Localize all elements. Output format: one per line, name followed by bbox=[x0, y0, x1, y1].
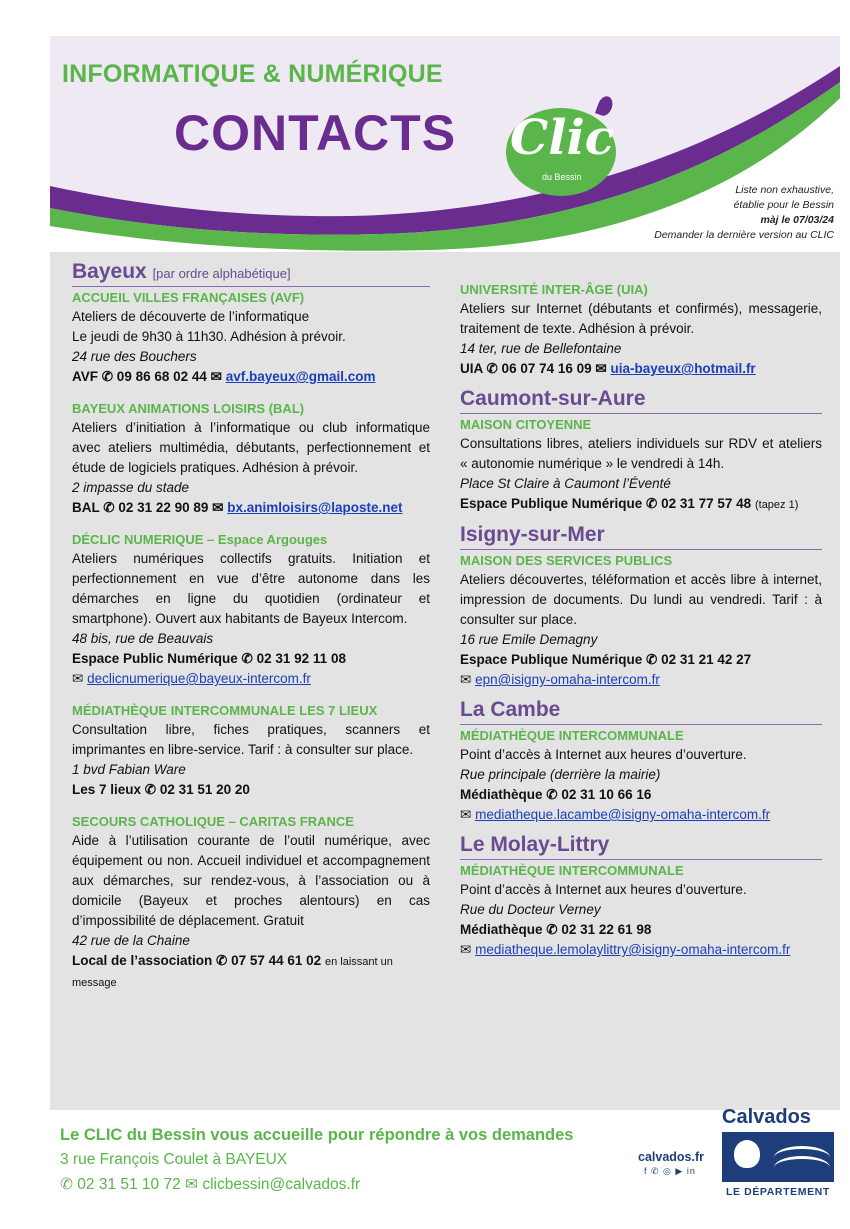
entry-phone bbox=[72, 951, 430, 993]
town-note: [par ordre alphabétique] bbox=[152, 266, 291, 281]
entry-description: Ateliers de découverte de l’informatique bbox=[72, 309, 310, 324]
email-link[interactable]: uia-bayeux@hotmail.fr bbox=[610, 361, 756, 376]
entry-molay bbox=[460, 863, 822, 960]
header-banner bbox=[50, 36, 840, 266]
town-name: Bayeux bbox=[72, 260, 147, 283]
email-link[interactable]: declicnumerique@bayeux-intercom.fr bbox=[87, 671, 311, 686]
org-name: MAISON CITOYENNE bbox=[460, 417, 592, 432]
update-date: màj le 07/03/24 bbox=[760, 214, 834, 226]
org-name: BAYEUX ANIMATIONS LOISIRS (BAL) bbox=[72, 401, 305, 416]
entry-description: Ateliers découvertes, téléformation et accès libre à internet, impression de documents. Du lundi au vendredi. Tarif : à consulter sur place. bbox=[460, 572, 822, 627]
entry-address: 16 rue Emile Demagny bbox=[460, 632, 598, 647]
email-link[interactable]: mediatheque.lacambe@isigny-omaha-intercom.fr bbox=[475, 807, 771, 822]
entry-cambe bbox=[460, 728, 822, 825]
town-heading-caumont: Caumont-sur-Aure bbox=[460, 387, 822, 414]
mail-icon: ✉ bbox=[460, 942, 472, 957]
entry-caumont bbox=[460, 417, 822, 515]
entry-email bbox=[460, 940, 822, 960]
entry-description: Point d’accès à Internet aux heures d’ouverture. bbox=[460, 882, 747, 897]
wave-icon bbox=[774, 1156, 830, 1179]
org-name: DÉCLIC NUMERIQUE – Espace Argouges bbox=[72, 532, 328, 547]
list-note bbox=[654, 183, 834, 243]
apple-icon bbox=[734, 1140, 760, 1168]
mail-icon: ✉ bbox=[595, 361, 607, 376]
logo-subtext: du Bessin bbox=[542, 172, 582, 182]
org-name: MÉDIATHÈQUE INTERCOMMUNALE bbox=[460, 728, 684, 743]
topic-heading: INFORMATIQUE & NUMÉRIQUE bbox=[62, 60, 443, 88]
calvados-logo bbox=[722, 1132, 834, 1182]
note-line: établie pour le Bessin bbox=[733, 199, 834, 211]
footer-address: 3 rue François Coulet à BAYEUX bbox=[60, 1151, 288, 1168]
mail-icon: ✉ bbox=[460, 672, 472, 687]
entry-address: 42 rue de la Chaine bbox=[72, 933, 190, 948]
mail-icon: ✉ bbox=[212, 500, 224, 515]
org-name: MAISON DES SERVICES PUBLICS bbox=[460, 553, 673, 568]
entry-description: Ateliers sur Internet (débutants et confirmés), messagerie, traitement de texte. Adhésion à prévoir. bbox=[460, 301, 822, 336]
org-name: UNIVERSITÉ INTER-ÂGE (UIA) bbox=[460, 282, 648, 297]
org-name: MÉDIATHÈQUE INTERCOMMUNALE bbox=[460, 863, 684, 878]
entry-description: Point d’accès à Internet aux heures d’ouverture. bbox=[460, 747, 747, 762]
email-link[interactable]: mediatheque.lemolaylittry@isigny-omaha-intercom.fr bbox=[475, 942, 791, 957]
entry-address: 2 impasse du stade bbox=[72, 480, 190, 495]
org-name: MÉDIATHÈQUE INTERCOMMUNALE LES 7 LIEUX bbox=[72, 703, 378, 718]
entry-description: Ateliers numériques collectifs gratuits. Initiation et perfectionnement en vue d’être autonome dans les démarches en ligne du quotidien (ordinateur et smartphone). Ouvert aux habitants de Bayeux Intercom. bbox=[72, 551, 430, 626]
entry-address: Place St Claire à Caumont l’Éventé bbox=[460, 476, 671, 491]
note-line: Liste non exhaustive, bbox=[735, 184, 834, 196]
phone-text: Espace Publique Numérique ✆ 02 31 77 57 48 bbox=[460, 496, 752, 511]
entry-phone: Les 7 lieux ✆ 02 31 51 20 20 bbox=[72, 782, 250, 797]
email-link[interactable]: epn@isigny-omaha-intercom.fr bbox=[475, 672, 660, 687]
entry-phone bbox=[460, 359, 822, 379]
phone-note: en laissant un message bbox=[72, 956, 393, 989]
flyer-page bbox=[50, 36, 840, 1196]
phone-text: AVF ✆ 09 86 68 02 44 bbox=[72, 369, 207, 384]
clic-logo bbox=[506, 102, 618, 198]
entry-isigny bbox=[460, 553, 822, 690]
email-link[interactable]: bx.animloisirs@laposte.net bbox=[227, 500, 403, 515]
entry-phone: Médiathèque ✆ 02 31 22 61 98 bbox=[460, 922, 652, 937]
calvados-site-link[interactable]: calvados.fr bbox=[638, 1150, 705, 1164]
left-column bbox=[72, 260, 430, 993]
entry-email bbox=[72, 669, 430, 689]
calvados-logo-dept: LE DÉPARTEMENT bbox=[726, 1186, 830, 1198]
calvados-logo-name: Calvados bbox=[722, 1106, 811, 1128]
entry-phone bbox=[72, 498, 430, 518]
email-link[interactable]: avf.bayeux@gmail.com bbox=[225, 369, 376, 384]
footer bbox=[50, 1106, 840, 1198]
entry-address: Rue du Docteur Verney bbox=[460, 902, 601, 917]
phone-note: (tapez 1) bbox=[754, 499, 799, 511]
footer-tagline: Le CLIC du Bessin vous accueille pour répondre à vos demandes bbox=[60, 1126, 574, 1144]
social-icons: f ✆ ◎ ▶ in bbox=[644, 1166, 696, 1176]
town-heading-molay: Le Molay-Littry bbox=[460, 833, 822, 860]
org-name: SECOURS CATHOLIQUE – CARITAS FRANCE bbox=[72, 814, 354, 829]
entry-phone bbox=[72, 367, 430, 387]
contacts-panel bbox=[50, 252, 840, 1110]
entry-description: Le jeudi de 9h30 à 11h30. Adhésion à prévoir. bbox=[72, 329, 346, 344]
logo-text: Clic bbox=[510, 110, 614, 166]
entry-secours bbox=[72, 814, 430, 993]
entry-address: 1 bvd Fabian Ware bbox=[72, 762, 186, 777]
entry-description: Aide à l’utilisation courante de l’outil numérique, avec équipement ou non. Accueil individuel et accompagnement aux démarches, sur rendez-vous, à l’association ou à domicile (Bayeux et proches alentours) en cas d’impossibilité de déplacement. Gratuit bbox=[72, 833, 430, 928]
entry-email bbox=[460, 670, 822, 690]
entry-phone bbox=[460, 494, 822, 515]
right-column bbox=[460, 260, 822, 960]
org-name: ACCUEIL VILLES FRANÇAISES (AVF) bbox=[72, 290, 305, 305]
entry-address: 48 bis, rue de Beauvais bbox=[72, 631, 214, 646]
phone-text: UIA ✆ 06 07 74 16 09 bbox=[460, 361, 592, 376]
phone-text: Local de l’association ✆ 07 57 44 61 02 bbox=[72, 953, 322, 968]
entry-email bbox=[460, 805, 822, 825]
entry-avf bbox=[72, 290, 430, 387]
entry-description: Ateliers d’initiation à l’informatique ou club informatique avec ateliers multimédia, débutants, perfectionnement et étude de logiciels pratiques. Adhésion à prévoir. bbox=[72, 420, 430, 475]
entry-address: 24 rue des Bouchers bbox=[72, 349, 197, 364]
entry-description: Consultations libres, ateliers individuels sur RDV et ateliers « autonomie numérique » le vendredi à 14h. bbox=[460, 436, 822, 471]
note-line: Demander la dernière version au CLIC bbox=[654, 229, 834, 241]
mail-icon: ✉ bbox=[460, 807, 472, 822]
entry-phone: Espace Publique Numérique ✆ 02 31 21 42 27 bbox=[460, 652, 752, 667]
page-title: CONTACTS bbox=[174, 105, 457, 161]
footer-contact: ✆ 02 31 51 10 72 ✉ clicbessin@calvados.fr bbox=[60, 1176, 361, 1193]
town-heading-cambe: La Cambe bbox=[460, 698, 822, 725]
phone-text: BAL ✆ 02 31 22 90 89 bbox=[72, 500, 209, 515]
entry-phone: Médiathèque ✆ 02 31 10 66 16 bbox=[460, 787, 652, 802]
entry-bal bbox=[72, 401, 430, 518]
mail-icon: ✉ bbox=[72, 671, 84, 686]
town-heading-bayeux bbox=[72, 260, 430, 287]
entry-uia bbox=[460, 282, 822, 379]
town-heading-isigny: Isigny-sur-Mer bbox=[460, 523, 822, 550]
mail-icon: ✉ bbox=[210, 369, 222, 384]
entry-7lieux bbox=[72, 703, 430, 800]
entry-declic bbox=[72, 532, 430, 689]
entry-description: Consultation libre, fiches pratiques, scanners et imprimantes en libre-service. Tarif : à consulter sur place. bbox=[72, 722, 430, 757]
entry-address: 14 ter, rue de Bellefontaine bbox=[460, 341, 622, 356]
entry-phone: Espace Public Numérique ✆ 02 31 92 11 08 bbox=[72, 651, 346, 666]
entry-address: Rue principale (derrière la mairie) bbox=[460, 767, 661, 782]
